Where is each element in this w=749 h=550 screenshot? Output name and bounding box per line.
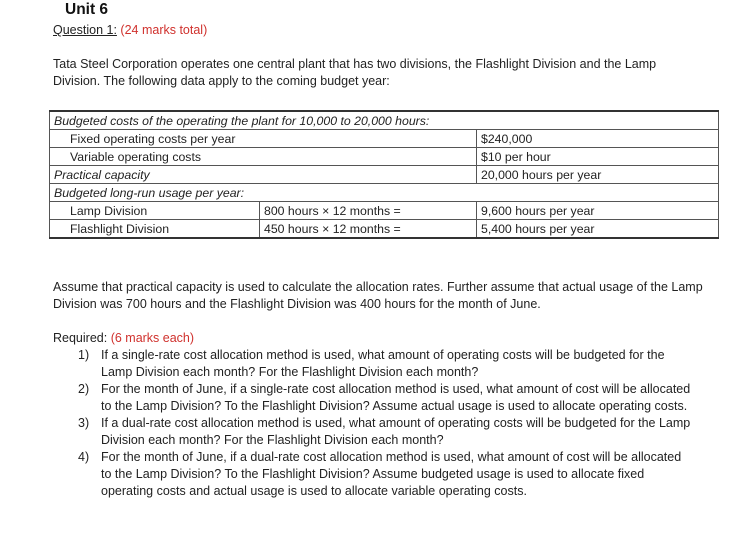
- lamp-division-label: Lamp Division: [50, 202, 260, 220]
- requirements-list: [53, 347, 693, 500]
- required-heading: [53, 330, 194, 347]
- item-number: 4): [78, 450, 90, 464]
- budget-data-table: [49, 110, 719, 239]
- lamp-division-calc: 800 hours × 12 months =: [260, 202, 477, 220]
- table-row: [50, 166, 719, 184]
- fixed-costs-value: $240,000: [477, 130, 719, 148]
- table-row: [50, 220, 719, 239]
- item-number: 2): [78, 382, 90, 396]
- flashlight-division-calc: 450 hours × 12 months =: [260, 220, 477, 239]
- item-number: 3): [78, 416, 90, 430]
- section-heading-costs: Budgeted costs of the operating the plant for 10,000 to 20,000 hours:: [50, 111, 719, 130]
- question-heading: [53, 23, 207, 37]
- list-item: [53, 347, 693, 381]
- item-text: For the month of June, if a single-rate cost allocation method is used, what amount of cost will be allocated to the Lamp Division? To the Flashlight Division? Assume actual usage is used to allocate operating costs.: [101, 382, 691, 413]
- flashlight-division-value: 5,400 hours per year: [477, 220, 719, 239]
- table-row: [50, 148, 719, 166]
- variable-costs-value: $10 per hour: [477, 148, 719, 166]
- section-heading-usage: Budgeted long-run usage per year:: [50, 184, 719, 202]
- lamp-division-value: 9,600 hours per year: [477, 202, 719, 220]
- assumption-paragraph: Assume that practical capacity is used to calculate the allocation rates. Further assume that actual usage of the Lamp Division was 700 hours and the Flashlight Division was 400 hours for the month of June.: [53, 280, 703, 311]
- flashlight-division-label: Flashlight Division: [50, 220, 260, 239]
- table-row: [50, 184, 719, 202]
- item-text: For the month of June, if a dual-rate cost allocation method is used, what amount of cost will be allocated to the Lamp Division? To the Flashlight Division? Assume budgeted usage is used to allocate fixed operating costs and actual usage is used to allocate variable operating costs.: [101, 450, 682, 498]
- item-text: If a single-rate cost allocation method is used, what amount of operating costs will be budgeted for the Lamp Division each month? For the Flashlight Division each month?: [101, 348, 665, 379]
- practical-capacity-value: 20,000 hours per year: [477, 166, 719, 184]
- practical-capacity-label: Practical capacity: [50, 166, 477, 184]
- question-marks: (24 marks total): [120, 23, 208, 37]
- unit-title: Unit 6: [65, 1, 109, 18]
- fixed-costs-label: Fixed operating costs per year: [50, 130, 477, 148]
- item-number: 1): [78, 348, 90, 362]
- list-item: [53, 415, 693, 449]
- table-row: [50, 202, 719, 220]
- required-label: Required:: [53, 331, 108, 345]
- table-row: [50, 111, 719, 130]
- item-text: If a dual-rate cost allocation method is used, what amount of operating costs will be budgeted for the Lamp Division each month? For the Flashlight Division each month?: [101, 416, 691, 447]
- variable-costs-label: Variable operating costs: [50, 148, 477, 166]
- required-marks: (6 marks each): [110, 331, 195, 345]
- table-row: [50, 130, 719, 148]
- question-label: Question 1:: [53, 23, 117, 37]
- intro-paragraph: Tata Steel Corporation operates one central plant that has two divisions, the Flashlight Division and the Lamp Division. The following data apply to the coming budget year:: [53, 57, 657, 88]
- list-item: [53, 449, 693, 500]
- list-item: [53, 381, 693, 415]
